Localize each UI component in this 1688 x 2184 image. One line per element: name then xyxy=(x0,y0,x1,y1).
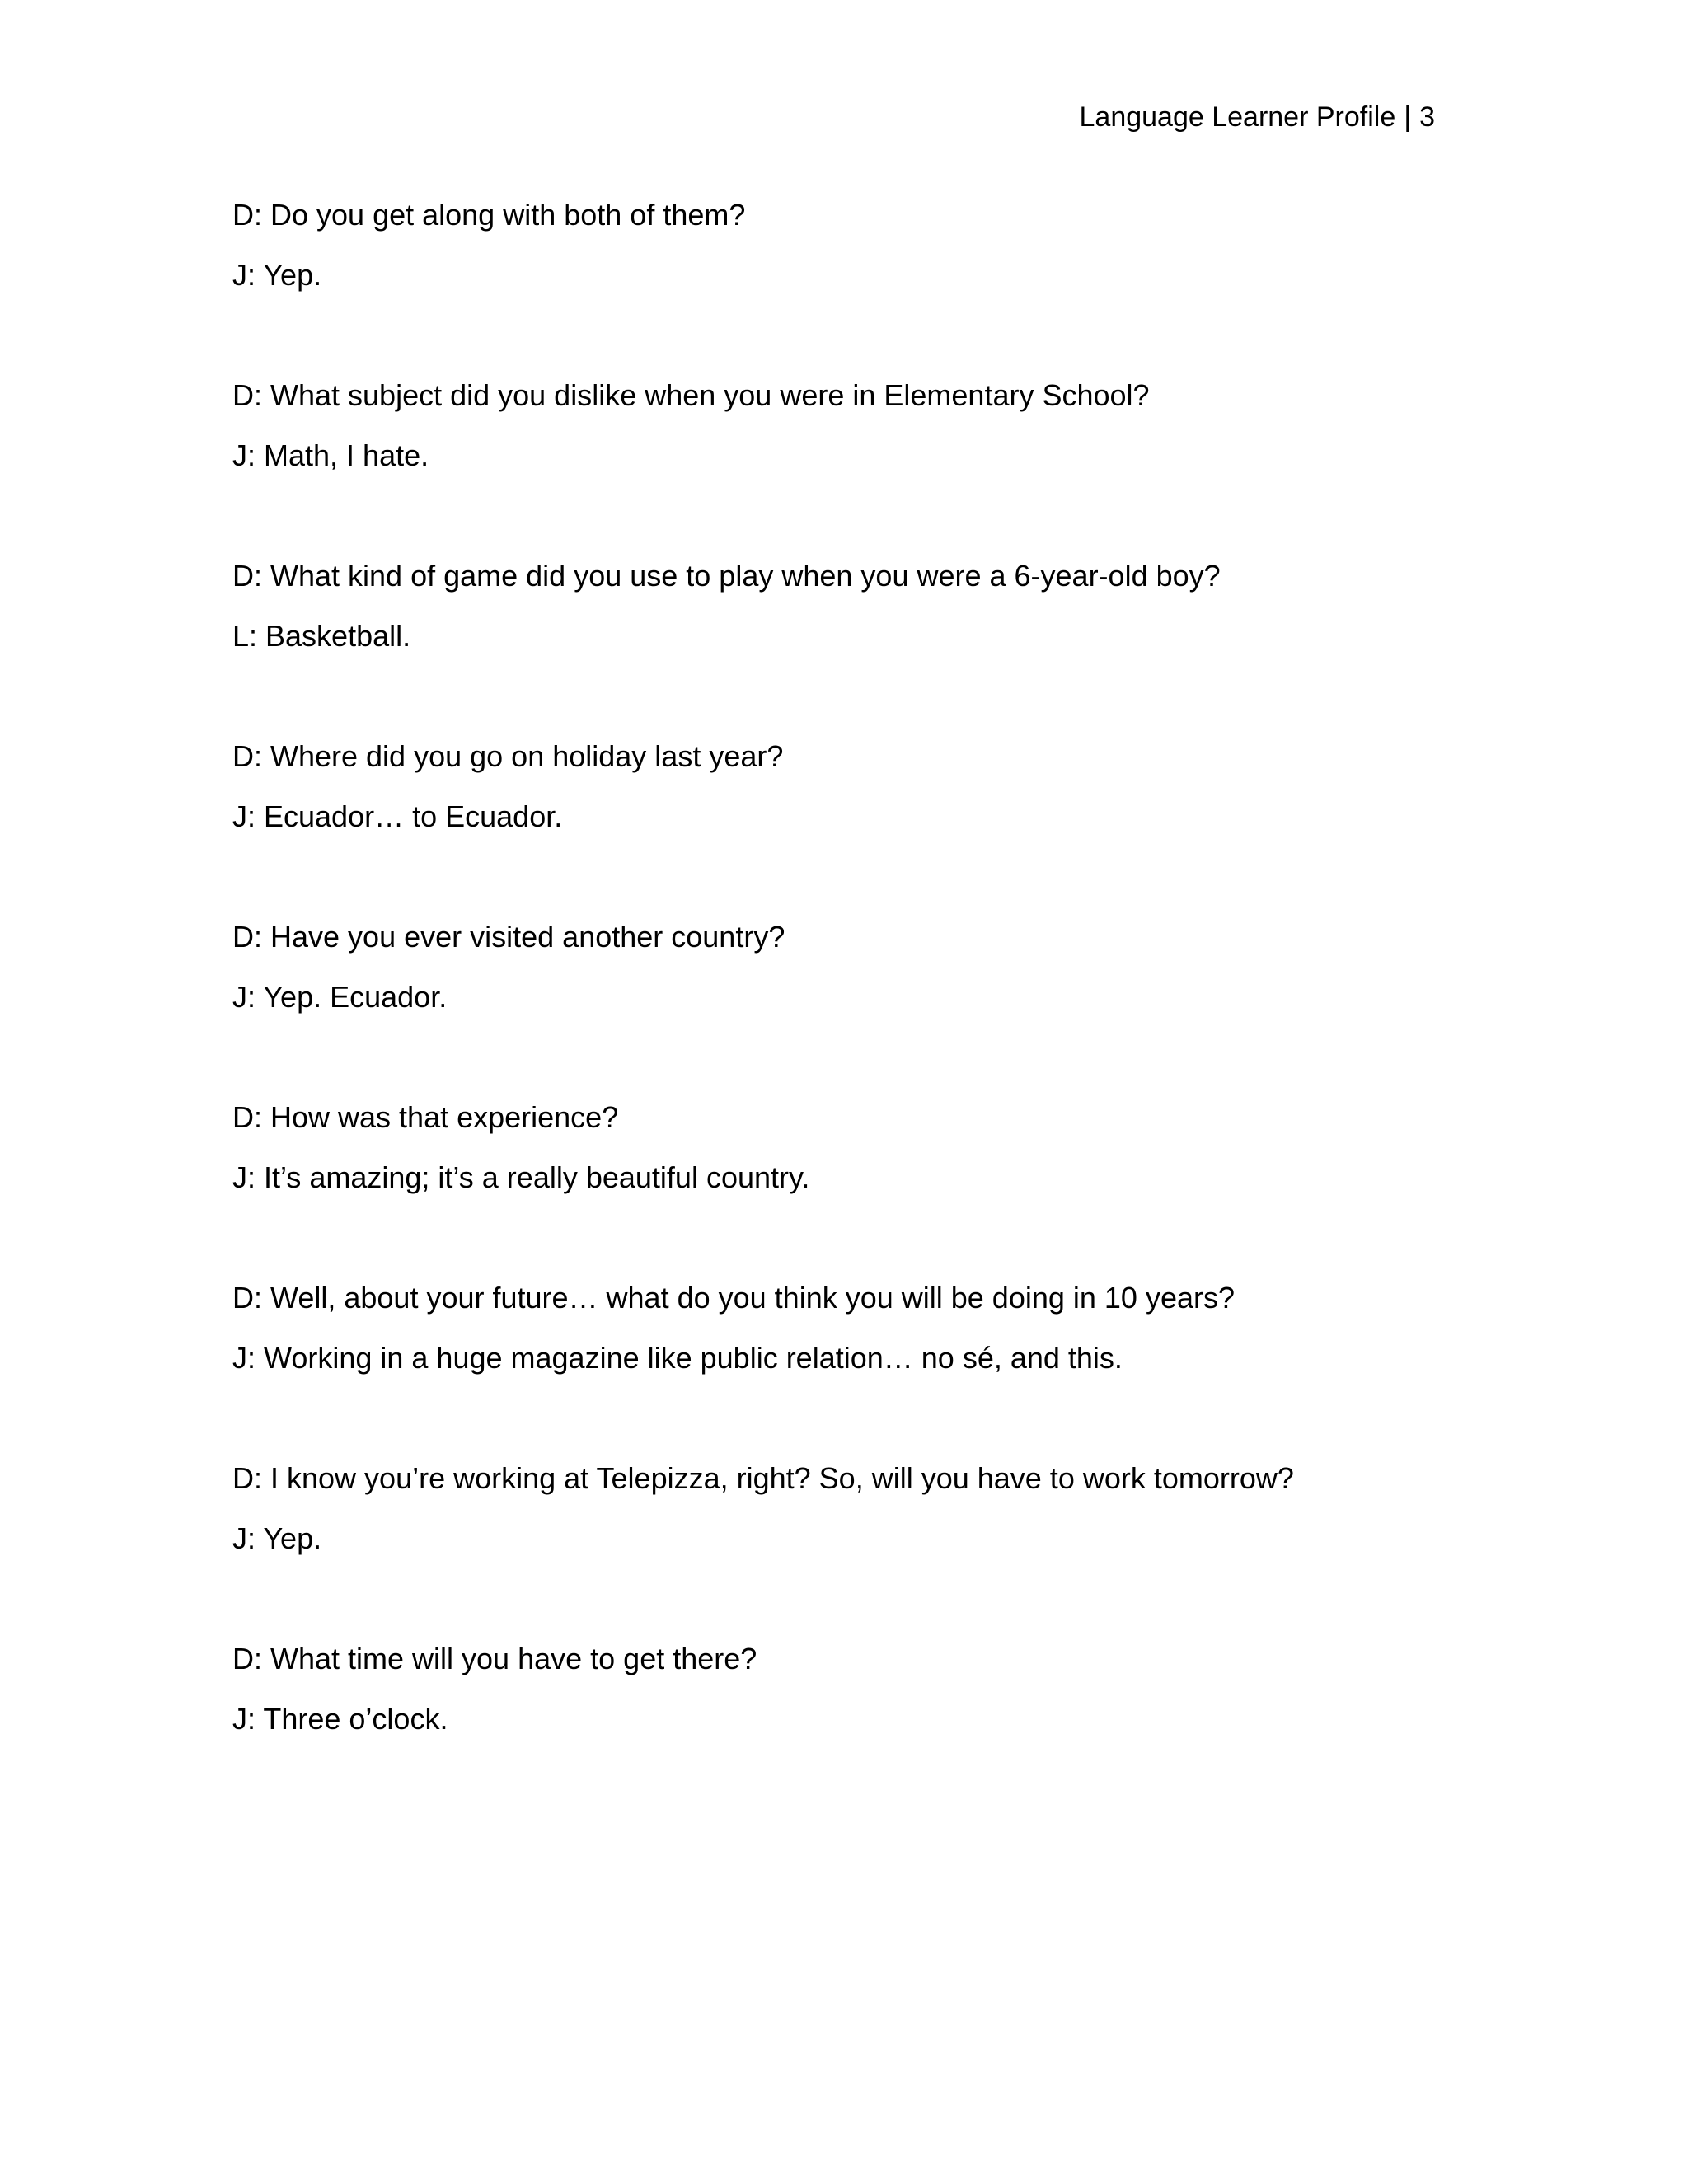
question-line: D: What subject did you dislike when you were in Elementary School? xyxy=(232,378,1150,412)
question-line: D: What kind of game did you use to play when you were a 6-year-old boy? xyxy=(232,559,1221,593)
question-line: D: Do you get along with both of them? xyxy=(232,198,746,232)
answer-line: J: Yep. Ecuador. xyxy=(232,980,448,1014)
exchange-3 xyxy=(232,555,1469,736)
page-header xyxy=(1080,97,1436,137)
answer-line: L: Basketball. xyxy=(232,619,411,653)
exchange-6 xyxy=(232,1097,1469,1277)
exchange-7 xyxy=(232,1277,1469,1458)
exchange-1 xyxy=(232,194,1469,375)
header-title: Language Learner Profile xyxy=(1079,101,1396,133)
answer-line: J: Yep. xyxy=(232,1521,322,1555)
answer-line: J: It’s amazing; it’s a really beautiful country. xyxy=(232,1160,810,1194)
question-line: D: I know you’re working at Telepizza, right? So, will you have to work tomorrow? xyxy=(232,1461,1294,1495)
exchange-4 xyxy=(232,736,1469,916)
page-number: 3 xyxy=(1419,101,1435,133)
question-line: D: Where did you go on holiday last year? xyxy=(232,739,784,773)
interview-transcript xyxy=(232,194,1469,1819)
exchange-2 xyxy=(232,375,1469,555)
answer-line: J: Ecuador… to Ecuador. xyxy=(232,799,563,833)
question-line: D: Have you ever visited another country? xyxy=(232,920,785,954)
answer-line: J: Working in a huge magazine like public relation… no sé, and this. xyxy=(232,1341,1123,1375)
answer-line: J: Math, I hate. xyxy=(232,438,429,472)
exchange-5 xyxy=(232,916,1469,1097)
answer-line: J: Three o’clock. xyxy=(232,1702,448,1736)
question-line: D: Well, about your future… what do you think you will be doing in 10 years? xyxy=(232,1281,1236,1315)
exchange-9 xyxy=(232,1638,1469,1819)
question-line: D: What time will you have to get there? xyxy=(232,1642,757,1675)
question-line: D: How was that experience? xyxy=(232,1100,619,1134)
exchange-8 xyxy=(232,1458,1469,1638)
header-separator: | xyxy=(1404,101,1412,133)
answer-line: J: Yep. xyxy=(232,258,322,292)
